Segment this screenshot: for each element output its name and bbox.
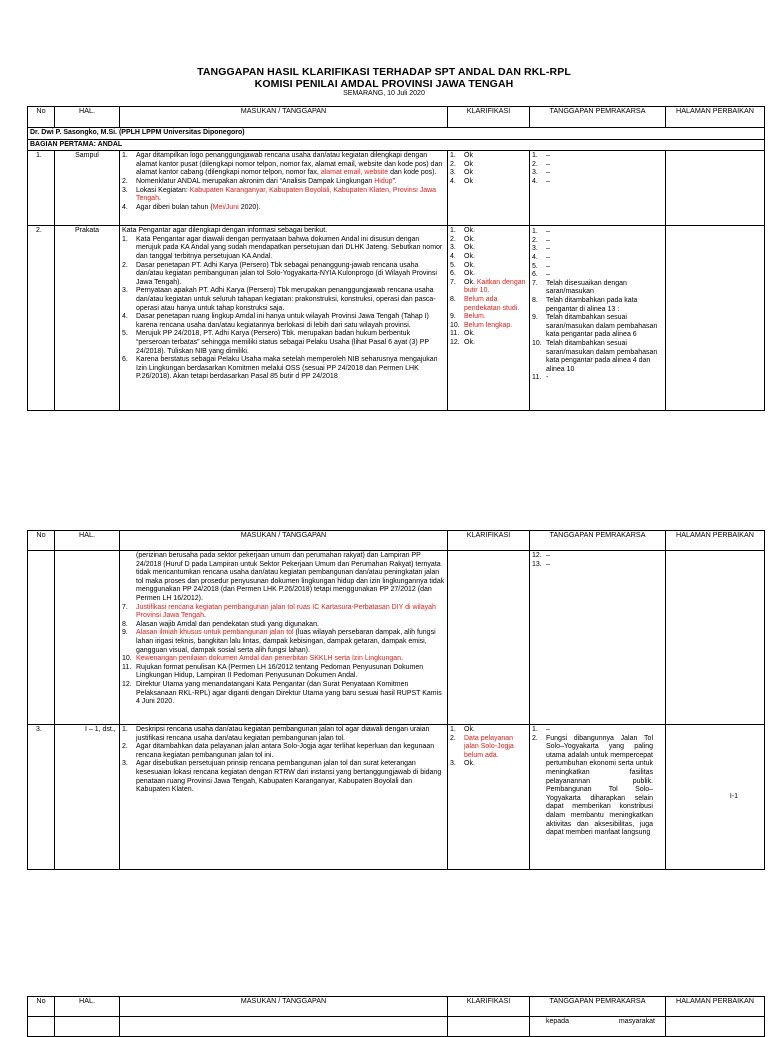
list-item (122, 743, 445, 760)
row-no: 1. (28, 151, 55, 226)
tanggapan-list (532, 227, 663, 383)
list-item (532, 263, 663, 272)
list-item-number: 1. (532, 726, 538, 733)
list-item-number: 9. (532, 314, 538, 322)
highlighted-text: Belum lengkap. (464, 321, 513, 329)
list-item-number: 1. (532, 152, 538, 160)
list-item-text: Lokasi Kegiatan: (136, 186, 190, 194)
list-item-number: 9. (450, 313, 456, 321)
list-item (450, 227, 527, 236)
table-header-row (28, 107, 765, 128)
table-row (28, 226, 765, 411)
list-item-number: 4. (450, 177, 456, 185)
list-item (532, 340, 663, 374)
row-no (28, 1017, 55, 1037)
list-item-number: 7. (532, 279, 538, 287)
list-item-number: 3. (450, 760, 456, 768)
list-item-text: – (546, 262, 550, 270)
list-item-text: Ok (464, 160, 473, 168)
list-item-text: 2020). (238, 203, 261, 211)
list-item-text: Agar ditambahkan data pelayanan jalan antara Solo-Jogja agar terlihat keperluan dan kegunaan rencana kegiatan pembangunan jalan tol ini. (136, 743, 435, 759)
col-halaman: HALAMAN PERBAIKAN (666, 107, 765, 128)
row-no: 3. (28, 725, 55, 870)
list-item-number: 4. (450, 252, 456, 260)
list-item-text: Ok. (464, 252, 475, 260)
tanggapan-list (532, 726, 663, 838)
list-item-text: Karena berstatus sebagai Pelaku Usaha maka setelah memperoleh NIB seharusnya mengajukan Izin Lingkungan berdasarkan Komitmen melalui OSS (sesuai PP 24/2018 dan Permen LHK P.26/2018). Akan tetapi berdasarkan Pasal 85 butir d PP 24/2018 (136, 356, 438, 381)
list-item-text: . (401, 655, 403, 663)
list-item-text: Rujukan format penulisan KA (Permen LH 16/2012 tentang Pedoman Penyusunan Dokumen Lingkungan Hidup, Lampiran II Pedoman Penyusunan Dokumen Andal. (136, 663, 424, 680)
list-item-text: Kata Pengantar agar diawali dengan pernyataan bahwa dokumen Andal ini disusun dengan merujuk pada KA Andal yang sudah mendapatkan persetujuan dari DLHK Jateng. Sebutkan nomor dan tanggal terbitnya persetujuan KA Andal. (136, 235, 443, 260)
col-halaman: HALAMAN PERBAIKAN (666, 997, 765, 1017)
list-item-text: – (546, 245, 550, 253)
list-item-text: Ok. (464, 338, 475, 346)
list-item-number: 7. (450, 278, 456, 286)
list-item-number: 6. (122, 356, 128, 364)
col-klarifikasi: KLARIFIKASI (448, 997, 530, 1017)
list-item-number: 1. (450, 227, 456, 235)
list-item (450, 152, 527, 161)
list-item (450, 236, 527, 245)
list-item-number: 2. (450, 235, 456, 243)
list-item (122, 629, 445, 655)
list-item (532, 152, 663, 161)
list-item (450, 178, 527, 187)
table-header-row (28, 531, 765, 551)
list-item-number: 2. (122, 177, 128, 185)
list-item-number: 2. (450, 160, 456, 168)
list-item-text: – (546, 236, 550, 244)
list-item-number: 4. (532, 177, 538, 185)
row-tanggapan (530, 1017, 666, 1037)
section-title: BAGIAN PERTAMA: ANDAL (28, 139, 765, 151)
list-item (450, 161, 527, 170)
list-item-number: 3. (450, 244, 456, 252)
list-item-number: 10. (122, 655, 132, 663)
list-item (122, 356, 445, 382)
list-item-number: 3. (532, 245, 538, 253)
list-item-number: 1. (532, 228, 538, 236)
review-table-page2 (27, 530, 765, 870)
list-item-text: Ok. (464, 270, 475, 278)
masukan-list (122, 152, 445, 212)
list-item-number: 12. (450, 338, 460, 346)
document-title-line2: KOMISI PENILAI AMDAL PROVINSI JAWA TENGAH (254, 78, 514, 90)
row-hal (55, 1017, 120, 1037)
highlighted-text: Kewenangan penilaian dokumen Amdal dan penerbitan SKKLH serta Izin Lingkungan (136, 655, 402, 663)
list-item-text: Ok. (464, 330, 475, 338)
list-item-text: Telah disesuaikan dengan saran/masukan (546, 279, 627, 296)
list-item-number: 2. (532, 160, 538, 168)
list-item (450, 339, 527, 348)
list-item-text: Ok (464, 177, 473, 185)
list-item (450, 169, 527, 178)
list-item-text: Direktur Utama yang menandatangani Kata Pengantar (dan Surat Penyataan Komitmen Pelaksanaan RKL-RPL) agar diganti dengan Direktur Utama yang baru sesuai hasil RUPST Kamis 4 Juni 2020. (136, 680, 442, 706)
list-item-number: 2. (122, 743, 128, 751)
list-item (532, 161, 663, 170)
col-masukan: MASUKAN / TANGGAPAN (120, 107, 448, 128)
list-item-text: ”. (392, 177, 397, 185)
list-item-text: Nomenklatur ANDAL merupakan akronim dari “Analisis Dampak Lingkungan (136, 177, 375, 185)
list-item (122, 655, 445, 664)
list-item-number: 5. (450, 261, 456, 269)
row-no: 2. (28, 226, 55, 411)
list-item-number: 1. (450, 726, 456, 733)
table-row (28, 551, 765, 725)
list-item-text: – (546, 169, 550, 177)
list-item-number: 4. (532, 253, 538, 261)
col-no: No (28, 107, 55, 128)
list-item-text: Telah ditambahkan sesuai saran/masukan dalam pembahasan kata pengantar pada alinea 6 (546, 314, 658, 339)
masukan-continuation: (perizinan berusaha pada sektor pekerjaan umum dan perumahan rakyat) dan Lampiran PP 24/2018 (Huruf D pada Lampiran untuk Sektor Pekerjaan Umum dan Perumahan Rakyat) ternyata tidak mencantumkan rencana usaha dan/atau kegiatan pembangunan dan/atau peningkatan jalan tol maka proses dan prosedur penyusunan dokumen lingkungan hidup dan izin lingkungannya tidak menggunakan PP 24/2018 (dan Permen LHK P.26/2018) tetapi menggunakan PP 27/2012 (dan Permen LH 16/2012). (136, 552, 445, 602)
list-item-text: Ok (464, 152, 473, 160)
row-klarifikasi (448, 151, 530, 226)
row-tanggapan (530, 725, 666, 870)
list-item-text: Fungsi dibangunnya Jalan Tol Solo–Yogyakarta yang paling utama adalah untuk mempercepat pertumbuhan ekonomi serta untuk meningkatkan fasilitas pelayanannan publik. Pembangunan Tol Solo–Yogyakarta diharapkan selain dapat memberikan konstribusi dalam membantu meningkatkan aktivitas dan aksesibilitas, juga dapat memberi manfaat langsung (546, 734, 653, 837)
klarifikasi-list (450, 227, 527, 347)
tanggapan-list (532, 552, 663, 569)
col-tanggapan: TANGGAPAN PEMRAKARSA (530, 107, 666, 128)
list-item-number: 8. (450, 295, 456, 303)
masukan-intro: Kata Pengantar agar dilengkapi dengan informasi sebagai berikut. (122, 227, 328, 235)
list-item-number: 10. (532, 339, 542, 347)
row-hal (55, 551, 120, 725)
tanggapan-continuation: kepada masyarakat (546, 1018, 655, 1025)
list-item (450, 760, 527, 769)
section-row (28, 139, 765, 151)
list-item-number: 4. (122, 313, 128, 321)
row-hal: I – 1, dst., (55, 725, 120, 870)
list-item (450, 726, 527, 735)
list-item-number: 8. (122, 620, 128, 628)
row-halaman (666, 1017, 765, 1037)
list-item-text: – (546, 177, 550, 185)
list-item-number: 3. (122, 760, 128, 768)
col-tanggapan: TANGGAPAN PEMRAKARSA (530, 997, 666, 1017)
highlighted-text: Belum ada pendekatan studi. (464, 295, 520, 312)
list-item-text: Deskripsi rencana usaha dan/atau kegiatan pembangunan jalan tol agar diawali dengan uraian justifikasi rencana usaha dan/atau kegiatan pembangunan jalan tol. (136, 726, 430, 742)
list-item-text: (luas wilayah persebaran dampak, alih fungsi lahan irigasi teknis, bangkitan lalu lintas, dampak kebisingan, dampak getaran, dampak emisi, gangguan visual, dampak sosial serta alih fungsi lahan). (136, 629, 436, 654)
list-item (122, 330, 445, 356)
col-halaman: HALAMAN PERBAIKAN (666, 531, 765, 551)
list-item-text: Ok. (464, 726, 475, 733)
review-table-page1 (27, 106, 765, 411)
list-item-text: dan kode pos). (388, 169, 437, 177)
list-item-number: 3. (122, 287, 128, 295)
list-item (532, 735, 653, 838)
list-item-number: 13. (532, 560, 542, 568)
list-item-text: Alasan wajib Amdal dan pendekatan studi yang digunakan. (136, 620, 319, 628)
table-row (28, 725, 765, 870)
list-item (122, 236, 445, 262)
list-item-number: 8. (532, 296, 538, 304)
list-item (122, 726, 445, 743)
list-item-text: Telah ditambahkan pada kata pengantar di alinea 13 : (546, 296, 638, 313)
list-item (450, 296, 527, 313)
col-klarifikasi: KLARIFIKASI (448, 107, 530, 128)
list-item (532, 374, 663, 383)
list-item-number: 4. (122, 203, 128, 211)
list-item-text: Ok. (464, 244, 475, 252)
col-klarifikasi: KLARIFIKASI (448, 531, 530, 551)
row-tanggapan (530, 151, 666, 226)
list-item (450, 279, 527, 296)
list-item-number: 2. (122, 261, 128, 269)
list-item-text: Ok. (464, 227, 475, 235)
klarifikasi-list (450, 726, 527, 769)
list-item-text: Ok (464, 169, 473, 177)
list-item (122, 621, 445, 630)
reviewer-row (28, 128, 765, 140)
row-masukan (120, 226, 448, 411)
col-no: No (28, 531, 55, 551)
list-item-number: 11. (450, 330, 460, 338)
list-item-number: 3. (122, 186, 128, 194)
tanggapan-list (532, 152, 663, 186)
list-item (122, 664, 445, 681)
list-item (122, 178, 445, 187)
list-item-number: 12. (122, 680, 132, 688)
list-item (450, 735, 527, 761)
list-item-number: 12. (532, 552, 542, 559)
list-item-text: – (546, 552, 550, 559)
row-klarifikasi (448, 725, 530, 870)
col-hal: HAL. (55, 997, 120, 1017)
row-klarifikasi (448, 551, 530, 725)
list-item-number: 1. (122, 726, 128, 733)
highlighted-text: Data pelayanan jalan Solo-Jogja belum ada. (464, 734, 514, 759)
list-item-number: 3. (532, 169, 538, 177)
list-item (532, 169, 663, 178)
list-item-text: – (546, 228, 550, 236)
list-item (122, 313, 445, 330)
table-row (28, 151, 765, 226)
list-item-number: 5. (532, 262, 538, 270)
list-item (122, 287, 445, 313)
list-item-text: Telah ditambahkan sesuai saran/masukan dalam pembahasan kata pengantar pada alinea 4 dan alinea 10 (546, 339, 658, 373)
col-masukan: MASUKAN / TANGGAPAN (120, 997, 448, 1017)
list-item (450, 270, 527, 279)
col-masukan: MASUKAN / TANGGAPAN (120, 531, 448, 551)
list-item (450, 330, 527, 339)
list-item-text: . (158, 195, 161, 203)
row-tanggapan (530, 551, 666, 725)
list-item (122, 262, 445, 288)
row-no (28, 551, 55, 725)
highlighted-text: Kabupaten Karanganyar, Kabupaten Boyolali, Kabupaten Klaten, Provinsi Jawa Tengah (136, 186, 437, 203)
list-item-text: Ok. (464, 261, 475, 269)
col-no: No (28, 997, 55, 1017)
list-item-text: Ok. (464, 278, 477, 286)
row-masukan (120, 725, 448, 870)
row-tanggapan (530, 226, 666, 411)
row-halaman (666, 551, 765, 725)
list-item (532, 552, 663, 561)
list-item (532, 178, 663, 187)
list-item-text: Agar ditampilkan logo penanggungjawab rencana usaha dan/atau kegiatan dilengkapi dengan alamat kantor pusat (dilengkapi nomor telpon, nomor fax, alamat email, website dan kode pos) dan alamat kantor cabang (dilengkapi nomor telpon, nomor fax, (136, 152, 443, 177)
list-item-number: 9. (122, 629, 128, 637)
list-item-text: – (546, 726, 550, 733)
list-item-number: 3. (450, 169, 456, 177)
list-item-number: 1. (450, 152, 456, 160)
list-item (532, 280, 663, 297)
list-item-number: 1. (122, 152, 128, 160)
list-item (532, 314, 663, 340)
list-item (450, 322, 527, 331)
document-date: SEMARANG, 10 Juli 2020 (343, 90, 425, 97)
row-masukan (120, 551, 448, 725)
list-item-number: 2. (450, 734, 456, 742)
list-item (122, 604, 445, 621)
list-item-text: Ok. (464, 235, 475, 243)
list-item (532, 271, 663, 280)
list-item-number: 11. (532, 374, 542, 382)
highlighted-text: Justifikasi rencana kegiatan pembangunan jalan tol ruas IC Kartasura-Perbatasan DIY di wilayah Provinsi Jawa Tengah (136, 603, 436, 620)
list-item-text: - (546, 374, 549, 382)
highlighted-text: Alasan ilmiah khusus untuk pembangunan jalan tol (136, 629, 294, 637)
list-item-text: Pernyataan apakah PT. Adhi Karya (Persero) Tbk merupakan penanggungjawab rencana usaha dan/atau kegiatan untuk seluruh tahapan kegiatan: prakonstruksi, konstruksi, operasi dan pasca-operasi atau hanya untuk tahap konstruksi saja. (136, 287, 436, 312)
list-item (450, 313, 527, 322)
list-item-number: 11. (122, 663, 132, 671)
list-item (532, 297, 663, 314)
list-item-number: 6. (532, 271, 538, 279)
row-klarifikasi (448, 1017, 530, 1037)
list-item-text: – (546, 560, 550, 568)
row-halaman (666, 226, 765, 411)
list-item-text: – (546, 253, 550, 261)
row-halaman: I-1 (666, 725, 765, 870)
masukan-list (122, 236, 445, 382)
list-item-number: 5. (122, 330, 128, 338)
list-item-text: – (546, 152, 550, 160)
list-item (450, 262, 527, 271)
list-item (450, 244, 527, 253)
highlighted-text: alamat email, website (320, 169, 389, 177)
highlighted-text: Hidup (374, 177, 393, 185)
list-item (450, 253, 527, 262)
list-item (122, 760, 445, 794)
list-item (122, 187, 445, 204)
table-header-row (28, 997, 765, 1017)
list-item-text: Merujuk PP 24/2018, PT. Adhi Karya (Persero) Tbk. merupakan badan hukum berbentuk “perseroan terbatas” sehingga memiliki status sebagai Pelaku Usaha (lihat Pasal 6 ayat (3) PP 24/2018). Tuliskan NIB yang dimiliki. (136, 330, 429, 355)
row-klarifikasi (448, 226, 530, 411)
list-item-text: – (546, 271, 550, 279)
list-item-text: – (546, 160, 550, 168)
row-masukan (120, 151, 448, 226)
review-table-page3 (27, 996, 765, 1037)
highlighted-text: Kaitkan dengan butir 10. (464, 278, 526, 295)
document-title-line1: TANGGAPAN HASIL KLARIFIKASI TERHADAP SPT ANDAL DAN RKL-RPL (197, 66, 571, 78)
highlighted-text: Belum. (464, 313, 486, 321)
list-item-text: . (203, 612, 206, 620)
table-row (28, 1017, 765, 1037)
list-item (532, 561, 663, 570)
col-hal: HAL. (55, 531, 120, 551)
list-item-number: 2. (532, 236, 538, 244)
klarifikasi-list (450, 152, 527, 186)
reviewer-name: Dr. Dwi P. Sasongko, M.Si. (PPLH LPPM Universitas Diponegoro) (28, 128, 765, 140)
list-item-number: 10. (450, 321, 460, 329)
highlighted-text: Mei/Juni (212, 203, 239, 211)
col-tanggapan: TANGGAPAN PEMRAKARSA (530, 531, 666, 551)
list-item (122, 681, 445, 707)
row-halaman (666, 151, 765, 226)
row-hal: Sampul (55, 151, 120, 226)
list-item-number: 2. (532, 734, 538, 742)
list-item (532, 254, 663, 263)
list-item-text: Agar disebutkan persetujuan prinsip rencana pembangunan jalan tol dan surat keterangan kesesuaian lokasi rencana kegiatan dengan RTRW dari instansi yang bertanggungjawab di bidang penataan ruang Provinsi Jawa Tengah, Kabupaten Karanganyar, Kabupaten Boyolali dan Kabupaten Klaten. (136, 760, 442, 794)
row-hal: Prakata (55, 226, 120, 411)
col-hal: HAL. (55, 107, 120, 128)
list-item (532, 228, 663, 237)
list-item-number: 7. (122, 603, 128, 611)
row-masukan (120, 1017, 448, 1037)
list-item-text: Dasar penetapan ruang lingkup Amdal ini hanya untuk wilayah Provinsi Jawa Tengah (Tahap I) karena rencana usaha dan/atau kegiatannya berlokasi di lebih dari satu wilayah provinsi. (136, 313, 429, 329)
list-item-text: Agar diberi bulan tahun ( (136, 203, 213, 211)
list-item-text: Dasar penetapan PT. Adhi Karya (Persero) Tbk sebagai penanggung-jawab rencana usaha dan/atau kegiatan pembangunan jalan tol Solo-Yogyakarta-NYIA Kulonprogo (di Wilayah Provinsi Jawa Tengah). (136, 261, 437, 286)
masukan-list (122, 604, 445, 707)
list-item-text: Ok. (464, 760, 475, 768)
list-item-number: 1. (122, 235, 128, 243)
list-item (122, 152, 445, 178)
list-item (532, 726, 653, 735)
list-item (532, 245, 663, 254)
list-item (122, 204, 445, 213)
list-item (532, 237, 663, 246)
list-item-number: 6. (450, 270, 456, 278)
masukan-list (122, 726, 445, 795)
